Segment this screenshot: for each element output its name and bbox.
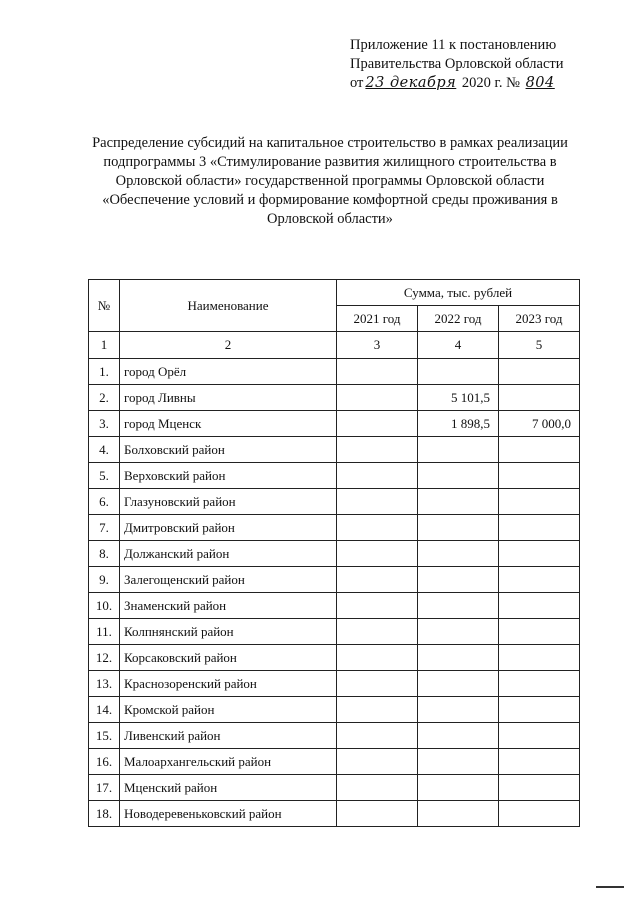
table-row [89, 619, 580, 645]
value-2022 [418, 359, 499, 385]
row-name: Верховский район [120, 463, 337, 489]
value-2021 [337, 671, 418, 697]
row-number: 6. [89, 489, 120, 515]
appendix-header [350, 36, 590, 93]
appendix-line-2: Правительства Орловской области [350, 56, 564, 72]
value-2023 [499, 671, 580, 697]
value-2022 [418, 801, 499, 827]
row-number: 16. [89, 749, 120, 775]
table-header-row [89, 280, 580, 306]
title-line: подпрограммы 3 «Стимулирование развития жилищного строительства в [103, 154, 557, 170]
value-2022 [418, 567, 499, 593]
value-2021 [337, 619, 418, 645]
header-year-2023: 2023 год [499, 306, 580, 332]
column-index: 3 [337, 332, 418, 359]
value-2022 [418, 645, 499, 671]
table-row [89, 801, 580, 827]
value-2023 [499, 385, 580, 411]
column-index-row [89, 332, 580, 359]
value-2022: 5 101,5 [418, 385, 499, 411]
title-line: Орловской области» государственной программы Орловской области [115, 173, 545, 189]
row-name: Ливенский район [120, 723, 337, 749]
value-2023 [499, 749, 580, 775]
row-number: 12. [89, 645, 120, 671]
row-number: 3. [89, 411, 120, 437]
value-2023 [499, 437, 580, 463]
value-2022 [418, 671, 499, 697]
table-row [89, 697, 580, 723]
row-name: Кромской район [120, 697, 337, 723]
row-number: 1. [89, 359, 120, 385]
table-row [89, 645, 580, 671]
header-sum: Сумма, тыс. рублей [337, 280, 580, 306]
value-2023 [499, 593, 580, 619]
date-suffix: 2020 г. № [461, 75, 520, 91]
value-2021 [337, 463, 418, 489]
table-row [89, 593, 580, 619]
column-index: 1 [89, 332, 120, 359]
value-2021 [337, 385, 418, 411]
value-2022 [418, 697, 499, 723]
table-row [89, 671, 580, 697]
date-prefix: от [350, 75, 364, 91]
value-2022 [418, 515, 499, 541]
value-2022 [418, 723, 499, 749]
value-2021 [337, 411, 418, 437]
row-name: Дмитровский район [120, 515, 337, 541]
row-name: Залегощенский район [120, 567, 337, 593]
value-2021 [337, 801, 418, 827]
value-2023 [499, 619, 580, 645]
value-2021 [337, 489, 418, 515]
table-row [89, 463, 580, 489]
title-line: «Обеспечение условий и формирование комфортной среды проживания в [102, 192, 558, 208]
handwritten-number: 804 [525, 75, 555, 91]
row-name: город Мценск [120, 411, 337, 437]
value-2022 [418, 749, 499, 775]
table-row [89, 723, 580, 749]
header-year-2021: 2021 год [337, 306, 418, 332]
value-2022 [418, 619, 499, 645]
subsidy-table [88, 279, 580, 827]
value-2021 [337, 437, 418, 463]
value-2022 [418, 775, 499, 801]
table-row [89, 437, 580, 463]
value-2021 [337, 723, 418, 749]
row-number: 13. [89, 671, 120, 697]
table-row [89, 541, 580, 567]
column-index: 4 [418, 332, 499, 359]
table-row [89, 359, 580, 385]
table-row [89, 411, 580, 437]
row-name: Краснозоренский район [120, 671, 337, 697]
row-name: Знаменский район [120, 593, 337, 619]
value-2022 [418, 463, 499, 489]
row-number: 18. [89, 801, 120, 827]
row-number: 17. [89, 775, 120, 801]
value-2021 [337, 775, 418, 801]
row-name: Мценский район [120, 775, 337, 801]
value-2021 [337, 645, 418, 671]
page-footer-line [596, 886, 624, 888]
row-number: 5. [89, 463, 120, 489]
header-name: Наименование [120, 280, 337, 332]
row-number: 11. [89, 619, 120, 645]
value-2022 [418, 541, 499, 567]
row-name: Должанский район [120, 541, 337, 567]
table-row [89, 515, 580, 541]
handwritten-date: 23 декабря [365, 75, 457, 91]
row-number: 7. [89, 515, 120, 541]
column-index: 2 [120, 332, 337, 359]
header-year-2022: 2022 год [418, 306, 499, 332]
row-name: Болховский район [120, 437, 337, 463]
table-row [89, 567, 580, 593]
value-2023 [499, 541, 580, 567]
value-2022 [418, 489, 499, 515]
value-2023 [499, 723, 580, 749]
row-number: 8. [89, 541, 120, 567]
value-2021 [337, 515, 418, 541]
value-2022 [418, 593, 499, 619]
value-2021 [337, 541, 418, 567]
value-2021 [337, 749, 418, 775]
row-name: Глазуновский район [120, 489, 337, 515]
value-2023 [499, 359, 580, 385]
row-number: 4. [89, 437, 120, 463]
row-number: 2. [89, 385, 120, 411]
row-name: город Ливны [120, 385, 337, 411]
value-2023 [499, 697, 580, 723]
row-number: 10. [89, 593, 120, 619]
row-name: Малоархангельский район [120, 749, 337, 775]
value-2021 [337, 359, 418, 385]
table-body [89, 359, 580, 827]
appendix-line-1: Приложение 11 к постановлению [350, 37, 557, 53]
row-number: 14. [89, 697, 120, 723]
table-row [89, 749, 580, 775]
value-2021 [337, 697, 418, 723]
value-2023 [499, 489, 580, 515]
row-name: город Орёл [120, 359, 337, 385]
value-2023: 7 000,0 [499, 411, 580, 437]
value-2022: 1 898,5 [418, 411, 499, 437]
value-2021 [337, 567, 418, 593]
table-row [89, 489, 580, 515]
table-row [89, 775, 580, 801]
table-row [89, 385, 580, 411]
document-title [60, 134, 600, 229]
value-2023 [499, 801, 580, 827]
value-2023 [499, 775, 580, 801]
appendix-date-line [350, 74, 590, 93]
value-2021 [337, 593, 418, 619]
row-name: Новодеревеньковский район [120, 801, 337, 827]
header-number: № [89, 280, 120, 332]
value-2023 [499, 645, 580, 671]
value-2023 [499, 515, 580, 541]
row-number: 15. [89, 723, 120, 749]
row-name: Корсаковский район [120, 645, 337, 671]
value-2022 [418, 437, 499, 463]
row-number: 9. [89, 567, 120, 593]
row-name: Колпнянский район [120, 619, 337, 645]
value-2023 [499, 567, 580, 593]
value-2023 [499, 463, 580, 489]
title-line: Распределение субсидий на капитальное строительство в рамках реализации [92, 135, 568, 151]
column-index: 5 [499, 332, 580, 359]
title-line: Орловской области» [267, 211, 393, 227]
